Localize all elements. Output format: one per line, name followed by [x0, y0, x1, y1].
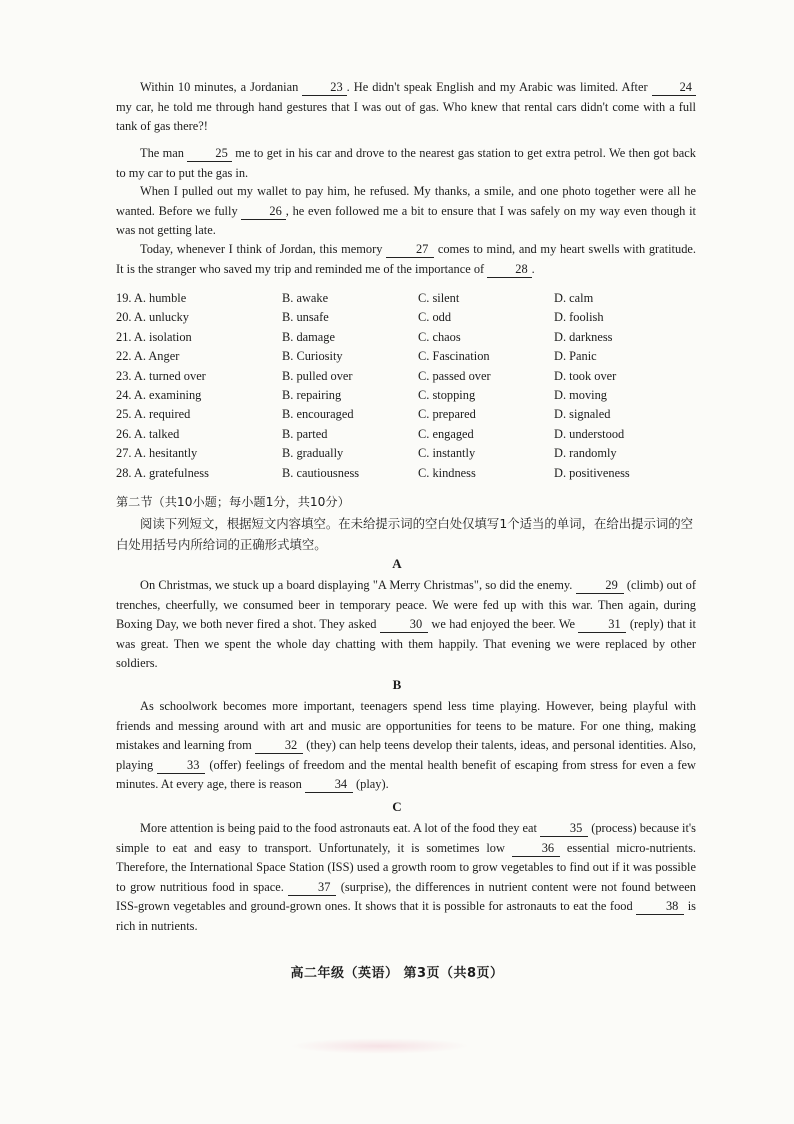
text-run: As schoolwork becomes more important, teenagers spend less time playing. However, being playful with friends and messing around with art and music are opportunities for teens to be mature. For one thing, making mistakes and learning from [116, 699, 696, 753]
option-20-d[interactable]: D. foolish [554, 310, 604, 325]
option-22-b[interactable]: B. Curiosity [282, 349, 343, 364]
text-run: (they) can help teens develop their talents, ideas, and personal identities. Also, playing [116, 738, 696, 772]
option-19-d[interactable]: D. calm [554, 291, 594, 305]
blank-26[interactable]: 26 [241, 204, 285, 220]
passage-paragraph-3 [116, 182, 696, 241]
option-27-b[interactable]: B. gradually [282, 446, 344, 461]
option-27-d[interactable]: D. randomly [554, 446, 617, 461]
option-24-b[interactable]: B. repairing [282, 387, 342, 402]
option-28-d[interactable]: D. positiveness [554, 465, 630, 480]
option-23-b[interactable]: B. pulled over [282, 368, 353, 383]
option-19-c[interactable]: C. silent [418, 291, 460, 305]
blank-35[interactable]: 35 [540, 821, 588, 837]
blank-37[interactable]: 37 [288, 880, 336, 896]
option-21-d[interactable]: D. darkness [554, 329, 613, 344]
option-21-b[interactable]: B. damage [282, 329, 335, 344]
option-23-a[interactable]: 23. A. turned over [116, 368, 206, 383]
blank-30[interactable]: 30 [380, 617, 428, 633]
blank-23[interactable]: 23 [302, 80, 346, 96]
option-row-26 [116, 427, 676, 446]
option-27-a[interactable]: 27. A. hesitantly [116, 446, 198, 461]
text-run: (climb) out of trenches, cheerfully, we consumed beer in temporary peace. We were fed up with this war. Then again, during Boxing Day, we both never fired a shot. They asked [116, 578, 696, 632]
blank-27[interactable]: 27 [386, 242, 434, 258]
text-run: When I pulled out my wallet to pay him, he refused. My thanks, a smile, and one photo together were all he wanted. Before we fully [116, 184, 696, 218]
blank-24[interactable]: 24 [652, 80, 696, 96]
blank-32[interactable]: 32 [255, 738, 303, 754]
option-26-b[interactable]: B. parted [282, 426, 328, 441]
option-22-c[interactable]: C. Fascination [418, 349, 490, 364]
text-run: we had enjoyed the beer. We [427, 617, 579, 632]
option-22-d[interactable]: D. Panic [554, 349, 597, 364]
text-run: essential micro-nutrients. Therefore, the International Space Station (ISS) used a growth room to grow vegetables to find out if it was possible to grow nutritious food in space. [116, 840, 696, 894]
passage-b-letter: B [392, 677, 402, 692]
blank-38[interactable]: 38 [636, 899, 684, 915]
text-run: is rich in nutrients. [116, 899, 696, 933]
text-run: (reply) that it was great. Then we spent the whole day chatting with them happily. That evening we were replaced by other soldiers. [116, 617, 696, 671]
option-27-c[interactable]: C. instantly [418, 446, 476, 461]
text-run: (offer) feelings of freedom and the mental health benefit of escaping from stress for even a few minutes. At every age, there is reason [116, 757, 697, 792]
option-24-d[interactable]: D. moving [554, 387, 608, 402]
text-run: On Christmas, we stuck up a board displaying "A Merry Christmas", so did the enemy. [140, 578, 576, 592]
text-run: comes to mind, and my heart swells with gratitude. It is the stranger who saved my trip and reminded me of the importance of [116, 242, 696, 276]
option-20-c[interactable]: C. odd [418, 310, 452, 325]
text-run: Within 10 minutes, a Jordanian [140, 80, 303, 94]
text-run: . [531, 261, 535, 276]
option-row-20 [116, 310, 676, 329]
text-run: (surprise), the differences in nutrient content were not found between ISS-grown vegetables and ground-grown ones. It shows that it is possible for astronauts to eat the food [116, 879, 696, 914]
option-28-a[interactable]: 28. A. gratefulness [116, 465, 209, 480]
option-20-a[interactable]: 20. A. unlucky [116, 310, 189, 325]
text-run: The man [140, 146, 188, 160]
scan-smudge [290, 1038, 470, 1054]
option-row-24 [116, 388, 676, 407]
option-28-b[interactable]: B. cautiousness [282, 465, 360, 480]
option-23-c[interactable]: C. passed over [418, 368, 491, 383]
text-run: (play). [352, 777, 389, 792]
option-26-d[interactable]: D. understood [554, 426, 625, 441]
text-run: my car, he told me through hand gestures that I was out of gas. Who knew that rental cars didn't come with a full tank of gas there?! [116, 99, 696, 134]
option-25-d[interactable]: D. signaled [554, 407, 611, 422]
passage-paragraph-1 [116, 78, 696, 137]
option-21-c[interactable]: C. chaos [418, 329, 461, 344]
option-26-a[interactable]: 26. A. talked [116, 426, 180, 441]
option-19-a[interactable]: 19. A. humble [116, 291, 187, 305]
passage-a-letter: A [392, 556, 402, 571]
option-24-a[interactable]: 24. A. examining [116, 387, 202, 402]
passage-c-letter: C [392, 799, 402, 814]
option-row-27 [116, 446, 676, 465]
passage-b-text [116, 697, 696, 795]
options-table [116, 291, 676, 485]
passage-a-text [116, 576, 696, 674]
option-26-c[interactable]: C. engaged [418, 426, 474, 441]
text-run: (process) because it's simple to eat and easy to transport. Unfortunately, it is sometimes low [116, 821, 696, 855]
text-run: , he even followed me a bit to ensure that I was safely on my way even though it was not getting late. [116, 203, 696, 238]
blank-28[interactable]: 28 [487, 262, 531, 278]
text-run: . He didn't speak English and my Arabic was limited. After [346, 80, 652, 94]
option-21-a[interactable]: 21. A. isolation [116, 329, 192, 344]
passage-c-text [116, 819, 696, 937]
passage-paragraph-2 [116, 144, 696, 183]
option-25-c[interactable]: C. prepared [418, 407, 476, 422]
blank-33[interactable]: 33 [157, 758, 205, 774]
option-row-19 [116, 291, 676, 310]
option-22-a[interactable]: 22. A. Anger [116, 349, 180, 364]
option-24-c[interactable]: C. stopping [418, 387, 476, 402]
blank-25[interactable]: 25 [187, 146, 231, 162]
option-row-28 [116, 466, 676, 485]
blank-31[interactable]: 31 [578, 617, 626, 633]
page-footer: 高二年级（英语） 第3页（共8页） [290, 966, 504, 981]
section-heading: 第二节（共10小题；每小题1分，共10分） [116, 495, 350, 509]
option-23-d[interactable]: D. took over [554, 368, 617, 383]
blank-29[interactable]: 29 [576, 578, 624, 594]
blank-34[interactable]: 34 [305, 777, 353, 793]
text-run: me to get in his car and drove to the nearest gas station to get extra petrol. We then got back to my car to put the gas in. [116, 146, 696, 180]
blank-36[interactable]: 36 [512, 841, 560, 857]
option-19-b[interactable]: B. awake [282, 291, 329, 305]
option-28-c[interactable]: C. kindness [418, 465, 476, 480]
text-run: Today, whenever I think of Jordan, this memory [140, 242, 387, 256]
text-run: More attention is being paid to the food astronauts eat. A lot of the food they eat [140, 821, 541, 835]
option-row-23 [116, 369, 676, 388]
passage-paragraph-4 [116, 240, 696, 279]
option-row-21 [116, 330, 676, 349]
section-instruction: 阅读下列短文，根据短文内容填空。在未给提示词的空白处仅填写1个适当的单词，在给出提示词的空白处用括号内所给词的正确形式填空。 [116, 516, 694, 552]
option-25-a[interactable]: 25. A. required [116, 407, 191, 422]
option-row-22 [116, 349, 676, 368]
option-20-b[interactable]: B. unsafe [282, 310, 329, 325]
option-25-b[interactable]: B. encouraged [282, 407, 354, 422]
option-row-25 [116, 407, 676, 426]
